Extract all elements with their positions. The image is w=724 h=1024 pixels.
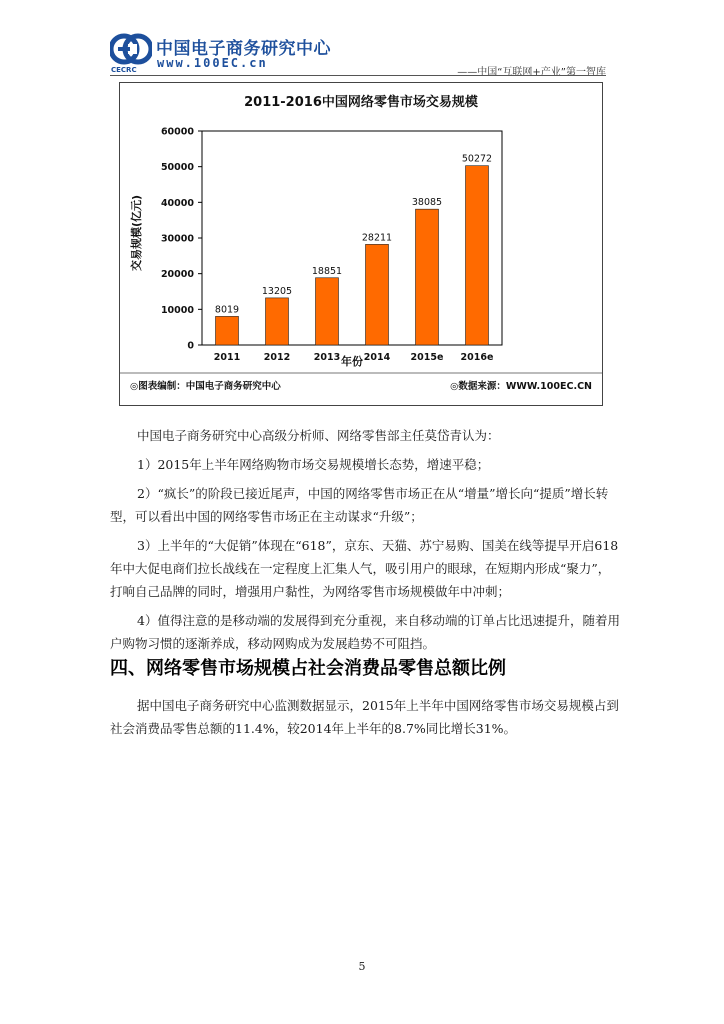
y-tick-label: 60000: [160, 126, 194, 138]
x-tick-label: 2016e: [460, 352, 494, 363]
chart-title: 2011-2016中国网络零售市场交易规模: [244, 95, 478, 110]
chart-footer-left: ◎图表编制：中国电子商务研究中心: [130, 381, 281, 392]
x-tick-label: 2012: [263, 352, 291, 363]
y-tick-label: 20000: [160, 269, 194, 281]
org-name: 中国电子商务研究中心: [156, 39, 331, 59]
intro-paragraph: 中国电子商务研究中心高级分析师、网络零售部主任莫岱青认为：: [137, 428, 500, 443]
bar: [216, 316, 239, 345]
bar-data-label: 28211: [361, 232, 393, 244]
bar-data-label: 18851: [311, 265, 343, 277]
header-slogan: ——中国“互联网+产业”第一智库: [457, 67, 606, 78]
header-divider: [110, 75, 606, 76]
x-tick-label: 2014: [363, 352, 391, 363]
bar: [466, 166, 489, 345]
point-4: 4）值得注意的是移动端的发展得到充分重视，来自移动端的订单占比迅速提升，随着用户购物习惯的逐渐养成，移动网购成为发展趋势不可阻挡。: [110, 613, 620, 651]
org-url: www.100EC.cn: [157, 56, 268, 70]
y-tick-label: 50000: [160, 162, 194, 174]
x-tick-label: 2013: [313, 352, 341, 363]
page-header: [110, 26, 606, 78]
bar-data-label: 38085: [411, 197, 443, 209]
ratio-section: [110, 694, 620, 740]
chart-footer-right: ◎数据来源：WWW.100EC.CN: [450, 381, 592, 392]
bar: [366, 244, 389, 345]
y-tick-label: 40000: [160, 197, 194, 209]
cecrc-logo-icon: [110, 32, 152, 66]
point-2: 2）“疯长”的阶段已接近尾声，中国的网络零售市场正在从“增量”增长向“提质”增长转型，可以看出中国的网络零售市场正在主动谋求“升级”；: [110, 486, 609, 524]
plot-area: [202, 131, 502, 345]
point-3: 3）上半年的“大促销”体现在“618”，京东、天猫、苏宁易购、国美在线等提早开启618年中大促电商们拉长战线在一定程度上汇集人气，吸引用户的眼球，在短期内形成“聚力”，打响自己品牌的同时，增强用户黏性，为网络零售市场规模做年中冲刺；: [110, 538, 619, 599]
analysis-section: [110, 424, 620, 655]
org-abbr: CECRC: [111, 66, 137, 74]
bar: [316, 278, 339, 345]
x-tick-label: 2015e: [410, 352, 444, 363]
y-tick-label: 0: [187, 340, 194, 352]
bar-data-label: 13205: [261, 285, 293, 297]
bar: [416, 209, 439, 345]
bar-data-label: 8019: [214, 304, 240, 316]
ratio-paragraph: 据中国电子商务研究中心监测数据显示，2015年上半年中国网络零售市场交易规模占到社会消费品零售总额的11.4%，较2014年上半年的8.7%同比增长31%。: [110, 698, 619, 736]
y-tick-label: 30000: [160, 233, 194, 245]
y-axis-label: 交易规模(亿元): [130, 194, 143, 272]
bar-data-label: 50272: [461, 153, 493, 165]
x-tick-label: 2011: [213, 352, 241, 363]
y-tick-label: 10000: [160, 304, 194, 316]
section-heading: 四、网络零售市场规模占社会消费品零售总额比例: [110, 658, 506, 679]
chart-frame: [119, 82, 603, 406]
point-1: 1）2015年上半年网络购物市场交易规模增长态势，增速平稳；: [137, 457, 490, 472]
bar-chart: [120, 83, 602, 405]
bar: [266, 298, 289, 345]
x-axis-label: 年份: [341, 355, 363, 368]
page-number: 5: [358, 960, 366, 973]
